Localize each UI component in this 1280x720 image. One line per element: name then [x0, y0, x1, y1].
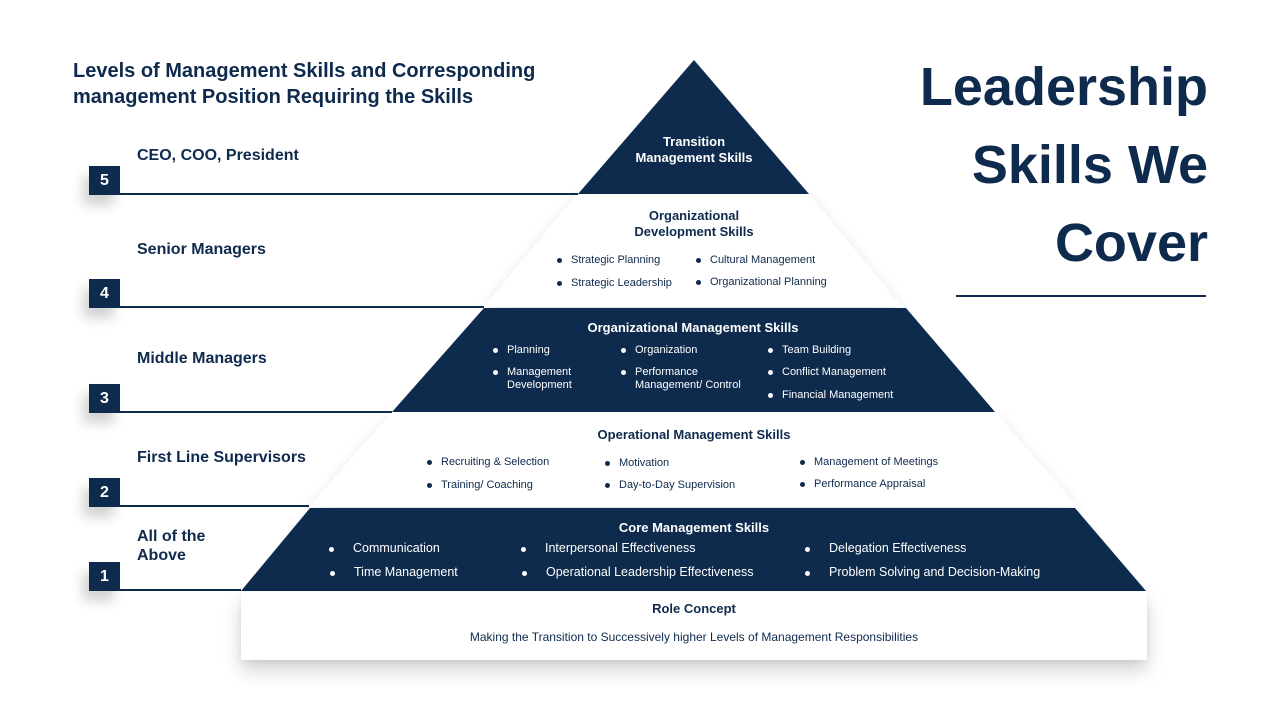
title-underline: [956, 295, 1206, 297]
bullet-item: Day-to-Day Supervision: [605, 479, 735, 492]
bullet-item: Strategic Planning: [557, 254, 660, 267]
title-line-2: Skills We: [971, 135, 1208, 195]
bullet-item: Operational Leadership Effectiveness: [522, 566, 754, 579]
bullet-item: Cultural Management: [696, 254, 815, 267]
role-concept-title: Role Concept: [652, 601, 736, 616]
page-title: [848, 48, 1208, 282]
bullet-item: Conflict Management: [768, 366, 886, 379]
bullet-item: Organization: [621, 344, 697, 357]
bullet-item: Organizational Planning: [696, 276, 827, 289]
level-badge-5: 5: [89, 166, 120, 195]
bullet-item: Interpersonal Effectiveness: [521, 542, 696, 555]
bullet-item: Planning: [493, 344, 550, 357]
level-label-4: Senior Managers: [137, 241, 266, 258]
page-subtitle: Levels of Management Skills and Corresponding management Position Requiring the Skills: [73, 60, 536, 108]
bullet-item: Training/ Coaching: [427, 479, 533, 492]
operational-management-title: Operational Management Skills: [597, 427, 791, 442]
bullet-item: Delegation Effectiveness: [805, 542, 966, 555]
level-badge-2: 2: [89, 478, 120, 507]
transition-title: Transition Management Skills: [635, 134, 753, 165]
bullet-item: Team Building: [768, 344, 851, 357]
level-label-3: Middle Managers: [137, 350, 267, 367]
bullet-item: Communication: [329, 542, 440, 555]
bullet-item: Performance Appraisal: [800, 478, 925, 491]
title-line-1: Leadership: [919, 57, 1208, 117]
bullet-item: Problem Solving and Decision-Making: [805, 566, 1040, 579]
role-concept-text: Making the Transition to Successively higher Levels of Management Responsibilities: [469, 630, 919, 644]
bullet-item: Management of Meetings: [800, 456, 938, 469]
title-line-3: Cover: [1054, 213, 1208, 273]
level-label-5: CEO, COO, President: [137, 147, 299, 164]
core-management-title: Core Management Skills: [618, 520, 770, 535]
level-label-2: First Line Supervisors: [137, 449, 306, 466]
level-label-1: All of the Above: [137, 528, 206, 564]
org-management-title: Organizational Management Skills: [587, 320, 799, 335]
bullet-item: Financial Management: [768, 389, 893, 402]
org-development-title: Organizational Development Skills: [634, 208, 754, 239]
bullet-item: Motivation: [605, 457, 669, 470]
bullet-item: Recruiting & Selection: [427, 456, 549, 469]
level-badge-4: 4: [89, 279, 120, 308]
bullet-item: Performance Management/ Control: [621, 366, 765, 392]
level-badge-1: 1: [89, 562, 120, 591]
bullet-item: Time Management: [330, 566, 458, 579]
level-badge-3: 3: [89, 384, 120, 413]
bullet-item: Management Development: [493, 366, 597, 392]
bullet-item: Strategic Leadership: [557, 277, 672, 290]
